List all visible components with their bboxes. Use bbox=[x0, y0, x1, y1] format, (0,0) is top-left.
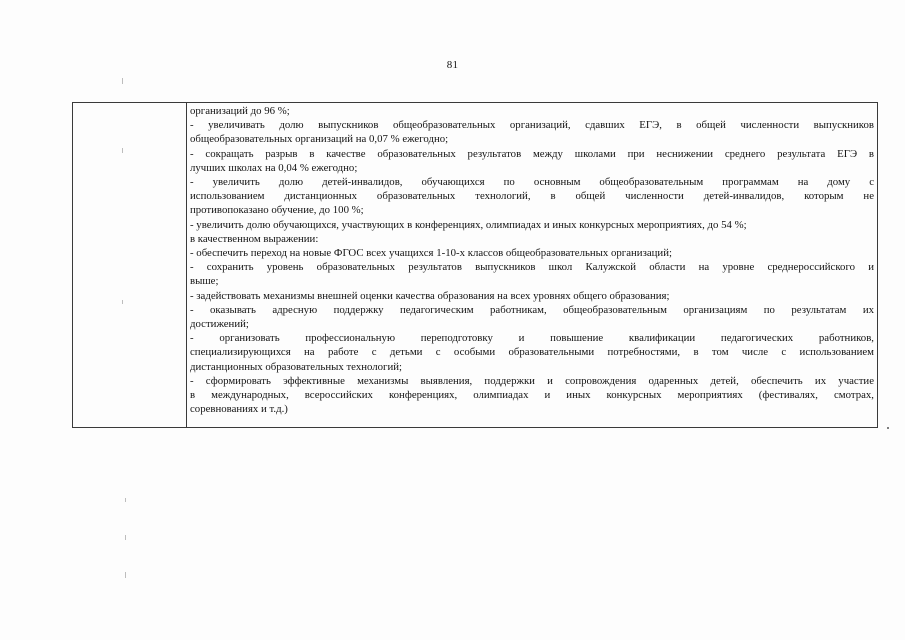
scan-mark bbox=[122, 300, 123, 304]
paragraph-3 bbox=[190, 147, 874, 175]
paragraph-4 bbox=[190, 175, 874, 218]
text-line: - обеспечить переход на новые ФГОС всех учащихся 1-10-х классов общеобразовательных организаций; bbox=[190, 247, 672, 260]
paragraph-11 bbox=[190, 331, 874, 374]
paragraph-7 bbox=[190, 246, 874, 260]
paragraph-8 bbox=[190, 260, 874, 288]
text-line: использованием дистанционных образовательных технологий, в общей численности детей-инвалидов, которым не bbox=[190, 190, 874, 203]
paragraph-12 bbox=[190, 374, 874, 417]
scan-mark bbox=[122, 78, 123, 84]
text-line: - задействовать механизмы внешней оценки качества образования на всех уровнях общего образования; bbox=[190, 289, 670, 302]
text-line: - увеличить долю обучающихся, участвующих в конференциях, олимпиадах и иных конкурсных мероприятиях, до 54 %; bbox=[190, 218, 747, 231]
text-line: - сохранить уровень образовательных результатов выпускников школ Калужской области на уровне среднероссийского и bbox=[190, 261, 874, 274]
scan-mark bbox=[122, 148, 123, 153]
scan-speck bbox=[887, 427, 889, 429]
paragraph-10 bbox=[190, 303, 874, 331]
text-line: выше; bbox=[190, 275, 219, 288]
content-table bbox=[72, 102, 878, 428]
scan-mark bbox=[125, 535, 126, 540]
text-line: дистанционных образовательных технологий; bbox=[190, 360, 403, 373]
text-line: - сокращать разрыв в качестве образовательных результатов между школами при неснижении среднего результата ЕГЭ в bbox=[190, 147, 874, 160]
table-right-column bbox=[187, 103, 877, 427]
text-line: - оказывать адресную поддержку педагогическим работникам, общеобразовательным организациям по результатам их bbox=[190, 303, 874, 316]
text-line: противопоказано обучение, до 100 %; bbox=[190, 204, 364, 217]
paragraph-1 bbox=[190, 104, 874, 118]
text-line: организаций до 96 %; bbox=[190, 105, 290, 117]
text-line: лучших школах на 0,04 % ежегодно; bbox=[190, 161, 358, 174]
scan-mark bbox=[125, 572, 126, 578]
page-number: 81 bbox=[446, 59, 459, 71]
text-line: специализирующихся на работе с детьми с особыми образовательными потребностями, в том числе с использованием bbox=[190, 346, 874, 359]
paragraph-5 bbox=[190, 218, 874, 232]
text-line: достижений; bbox=[190, 318, 249, 331]
table-left-column bbox=[73, 103, 187, 427]
text-line: в международных, всероссийских конференциях, олимпиадах и иных конкурсных мероприятиях (фестивалях, смотрах, bbox=[190, 389, 874, 402]
paragraph-9 bbox=[190, 289, 874, 303]
scan-mark bbox=[125, 498, 126, 502]
paragraph-6 bbox=[190, 232, 874, 246]
text-line: - организовать профессиональную переподготовку и повышение квалификации педагогических работников, bbox=[190, 332, 874, 345]
text-line: в качественном выражении: bbox=[190, 232, 319, 245]
text-line: соревнованиях и т.д.) bbox=[190, 403, 288, 416]
text-line: - сформировать эффективные механизмы выявления, поддержки и сопровождения одаренных детей, обеспечить их участие bbox=[190, 374, 874, 387]
text-line: - увеличить долю детей-инвалидов, обучающихся по основным общеобразовательным программам на дому с bbox=[190, 176, 874, 189]
text-line: общеобразовательных организаций на 0,07 % ежегодно; bbox=[190, 133, 449, 146]
paragraph-2 bbox=[190, 118, 874, 146]
text-line: - увеличивать долю выпускников общеобразовательных организаций, сдавших ЕГЭ, в общей численности выпускников bbox=[190, 119, 874, 132]
